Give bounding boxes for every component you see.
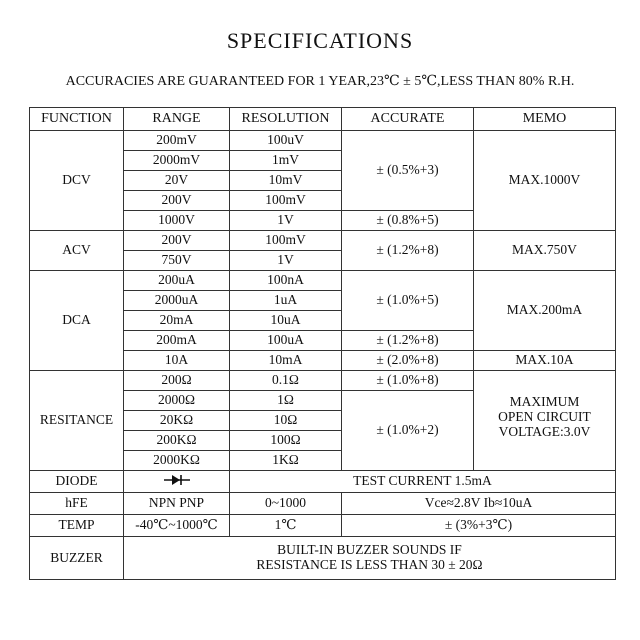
resolution-cell: 10uA bbox=[230, 311, 342, 331]
table-row bbox=[30, 515, 616, 537]
range-cell: 200V bbox=[124, 191, 230, 211]
memo-line: OPEN CIRCUIT bbox=[498, 408, 591, 424]
function-buzzer: BUZZER bbox=[30, 537, 124, 580]
buzzer-line: RESISTANCE IS LESS THAN 30 ± 20Ω bbox=[256, 557, 483, 572]
buzzer-line: BUILT-IN BUZZER SOUNDS IF bbox=[277, 542, 462, 558]
table-row bbox=[30, 471, 616, 493]
header-range: RANGE bbox=[124, 108, 230, 131]
memo-cell bbox=[474, 371, 616, 471]
resolution-cell: 100Ω bbox=[230, 431, 342, 451]
range-cell: 200V bbox=[124, 231, 230, 251]
memo-cell: ± (3%+3℃) bbox=[342, 515, 616, 537]
range-cell: 2000Ω bbox=[124, 391, 230, 411]
function-acv: ACV bbox=[30, 231, 124, 271]
function-dca: DCA bbox=[30, 271, 124, 371]
resolution-cell: 100mV bbox=[230, 231, 342, 251]
resolution-cell: 100nA bbox=[230, 271, 342, 291]
header-resolution: RESOLUTION bbox=[230, 108, 342, 131]
range-cell: 10A bbox=[124, 351, 230, 371]
resolution-cell: 10Ω bbox=[230, 411, 342, 431]
table-row bbox=[30, 231, 616, 251]
range-cell bbox=[124, 471, 230, 493]
table-row bbox=[30, 131, 616, 151]
resolution-cell: 1uA bbox=[230, 291, 342, 311]
range-cell: 750V bbox=[124, 251, 230, 271]
header-function: FUNCTION bbox=[30, 108, 124, 131]
range-cell: 20mA bbox=[124, 311, 230, 331]
resolution-cell: 1Ω bbox=[230, 391, 342, 411]
diode-symbol-icon bbox=[164, 474, 190, 490]
resolution-cell: 1V bbox=[230, 211, 342, 231]
memo-cell: MAX.10A bbox=[474, 351, 616, 371]
table-row bbox=[30, 371, 616, 391]
function-temp: TEMP bbox=[30, 515, 124, 537]
resolution-cell: 0.1Ω bbox=[230, 371, 342, 391]
resolution-cell: 100mV bbox=[230, 191, 342, 211]
function-dcv: DCV bbox=[30, 131, 124, 231]
memo-cell: Vce≈2.8V Ib≈10uA bbox=[342, 493, 616, 515]
range-cell: 200mA bbox=[124, 331, 230, 351]
range-cell: 200Ω bbox=[124, 371, 230, 391]
resolution-cell: 1mV bbox=[230, 151, 342, 171]
range-cell: 1000V bbox=[124, 211, 230, 231]
resolution-cell: 10mV bbox=[230, 171, 342, 191]
accurate-cell: ± (1.2%+8) bbox=[342, 231, 474, 271]
memo-cell: MAX.750V bbox=[474, 231, 616, 271]
memo-line: MAXIMUM bbox=[509, 394, 580, 409]
range-cell: 2000KΩ bbox=[124, 451, 230, 471]
range-cell: NPN PNP bbox=[124, 493, 230, 515]
accurate-cell: ± (0.8%+5) bbox=[342, 211, 474, 231]
header-memo: MEMO bbox=[474, 108, 616, 131]
page-title: SPECIFICATIONS bbox=[226, 28, 414, 53]
range-cell: 20V bbox=[124, 171, 230, 191]
specifications-table bbox=[29, 107, 616, 580]
memo-line: VOLTAGE:3.0V bbox=[498, 423, 591, 439]
resolution-cell: 0~1000 bbox=[230, 493, 342, 515]
memo-cell: MAX.200mA bbox=[474, 271, 616, 351]
accurate-cell: ± (1.0%+8) bbox=[342, 371, 474, 391]
range-cell: 20KΩ bbox=[124, 411, 230, 431]
resolution-cell: 10mA bbox=[230, 351, 342, 371]
range-cell: 200uA bbox=[124, 271, 230, 291]
accurate-cell: ± (1.0%+5) bbox=[342, 271, 474, 331]
accurate-cell: ± (1.0%+2) bbox=[342, 391, 474, 471]
range-cell: -40℃~1000℃ bbox=[124, 515, 230, 537]
table-row bbox=[30, 537, 616, 580]
memo-cell bbox=[124, 537, 616, 580]
resolution-cell: 100uA bbox=[230, 331, 342, 351]
resolution-cell: 100uV bbox=[230, 131, 342, 151]
header-accurate: ACCURATE bbox=[342, 108, 474, 131]
range-cell: 2000mV bbox=[124, 151, 230, 171]
range-cell: 200KΩ bbox=[124, 431, 230, 451]
function-hfe: hFE bbox=[30, 493, 124, 515]
resolution-cell: 1KΩ bbox=[230, 451, 342, 471]
resolution-cell: 1℃ bbox=[230, 515, 342, 537]
table-row bbox=[30, 493, 616, 515]
resolution-cell: 1V bbox=[230, 251, 342, 271]
range-cell: 2000uA bbox=[124, 291, 230, 311]
range-cell: 200mV bbox=[124, 131, 230, 151]
function-resistance: RESITANCE bbox=[30, 371, 124, 471]
function-diode: DIODE bbox=[30, 471, 124, 493]
accurate-cell: ± (2.0%+8) bbox=[342, 351, 474, 371]
accurate-cell: ± (1.2%+8) bbox=[342, 331, 474, 351]
memo-cell: TEST CURRENT 1.5mA bbox=[230, 471, 616, 493]
accuracy-note: ACCURACIES ARE GUARANTEED FOR 1 YEAR,23℃ ± 5℃,LESS THAN 80% R.H. bbox=[65, 74, 575, 89]
header-row bbox=[30, 108, 616, 131]
memo-cell: MAX.1000V bbox=[474, 131, 616, 231]
accurate-cell: ± (0.5%+3) bbox=[342, 131, 474, 211]
table-row bbox=[30, 271, 616, 291]
